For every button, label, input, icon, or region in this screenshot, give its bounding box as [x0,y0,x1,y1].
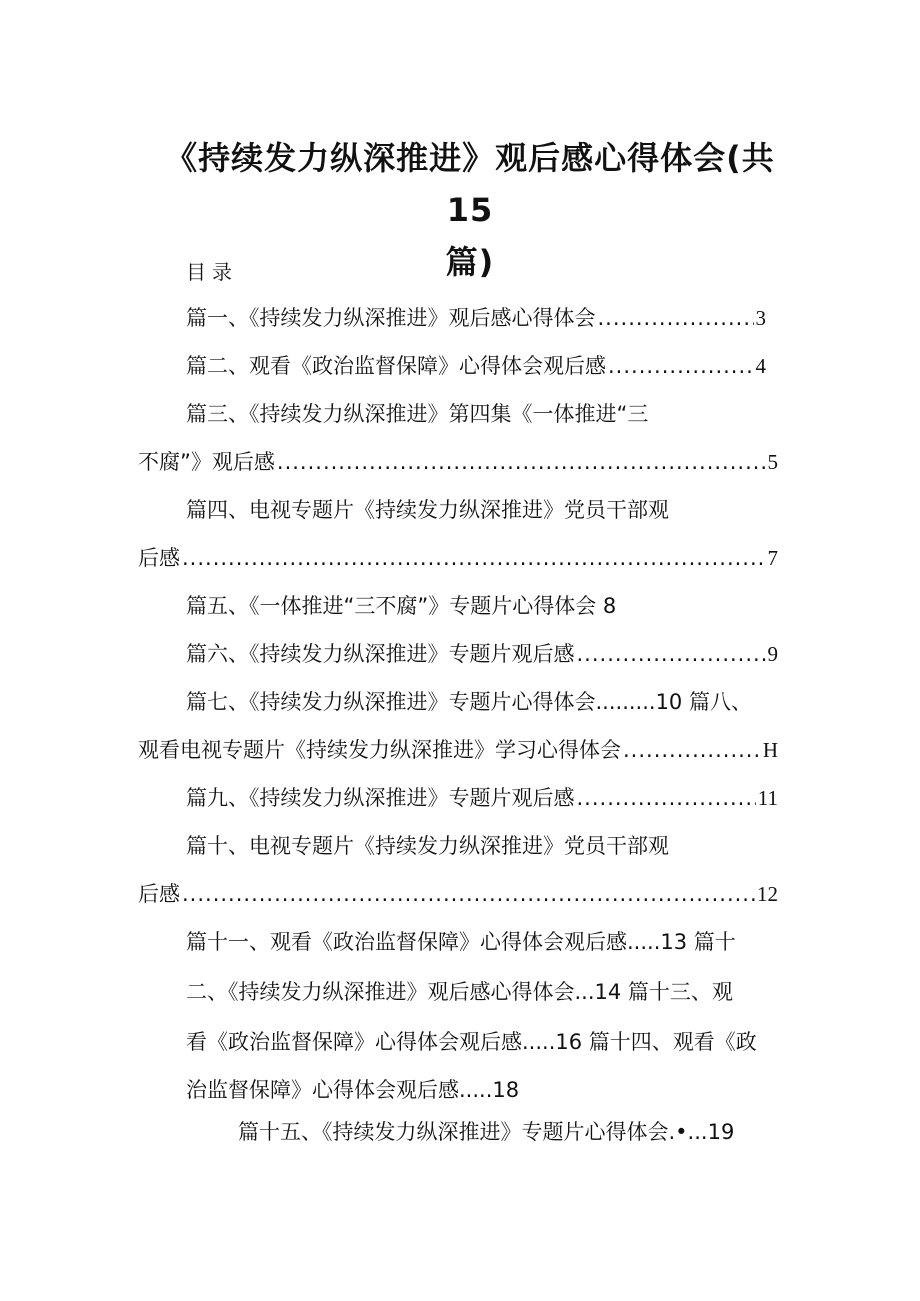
toc-entry-text: 观看电视专题片《持续发力纵深推进》学习心得体会 [138,738,621,762]
toc-heading: 目录 [186,260,238,284]
title-line-2: 篇) [445,243,495,281]
toc-entry-page: H [762,738,778,762]
toc-entry-page: 9 [767,642,778,666]
toc-entry[interactable] [186,780,778,816]
toc-entry-line[interactable]: 篇十、电视专题片《持续发力纵深推进》党员干部观 [186,834,669,858]
toc-entry-text: 篇六、《持续发力纵深推进》专题片观后感 [186,642,575,666]
toc-entry-text: 篇一、《持续发力纵深推进》观后感心得体会 [186,306,596,330]
toc-entry-line[interactable]: 篇十五、《持续发力纵深推进》专题片心得体会.•...19 [238,1120,735,1144]
toc-entry-text: 不腐”》观后感 [138,450,275,474]
toc-entry-line[interactable]: 篇四、电视专题片《持续发力纵深推进》党员干部观 [186,498,669,522]
toc-entry-line[interactable]: 篇五、《一体推进“三不腐”》专题片心得体会 8 [186,594,617,618]
toc-entry[interactable] [186,300,766,336]
toc-entry[interactable] [138,444,778,480]
toc-entry-page: 4 [755,354,766,378]
toc-entry[interactable] [138,732,778,768]
toc-leader-dots [598,300,754,336]
toc-entry-line[interactable]: 篇三、《持续发力纵深推进》第四集《一体推进“三 [186,402,649,426]
toc-entry[interactable] [186,348,766,384]
toc-leader-dots [577,636,766,672]
toc-entry-line[interactable]: 治监督保障》心得体会观后感.....18 [186,1078,520,1102]
toc-entry-page: 12 [757,882,778,906]
toc-entry-page: 11 [757,786,778,810]
toc-leader-dots [182,540,766,576]
toc-entry-page: 3 [755,306,766,330]
toc-leader-dots [608,348,754,384]
title-line-1: 《持续发力纵深推进》观后感心得体会(共15 [165,139,775,229]
toc-entry-page: 7 [767,546,778,570]
toc-entry[interactable] [138,540,778,576]
toc-entry[interactable] [138,876,778,912]
toc-entry-text: 篇九、《持续发力纵深推进》专题片观后感 [186,786,575,810]
toc-entry-line[interactable]: 看《政治监督保障》心得体会观后感.....16 篇十四、观看《政 [186,1030,757,1054]
toc-leader-dots [277,444,766,480]
toc-leader-dots [623,732,761,768]
toc-leader-dots [182,876,755,912]
toc-leader-dots [577,780,756,816]
toc-entry-line[interactable]: 篇七、《持续发力纵深推进》专题片心得体会.........10 篇八、 [186,690,752,714]
toc-entry[interactable] [186,636,778,672]
toc-entry-page: 5 [767,450,778,474]
toc-entry-text: 后感 [138,546,180,570]
toc-entry-line[interactable]: 二、《持续发力纵深推进》观后感心得体会...14 篇十三、观 [186,980,733,1004]
toc-entry-line[interactable]: 篇十一、观看《政治监督保障》心得体会观后感.....13 篇十 [186,930,736,954]
document-title [150,132,790,288]
toc-entry-text: 篇二、观看《政治监督保障》心得体会观后感 [186,354,606,378]
toc-entry-text: 后感 [138,882,180,906]
